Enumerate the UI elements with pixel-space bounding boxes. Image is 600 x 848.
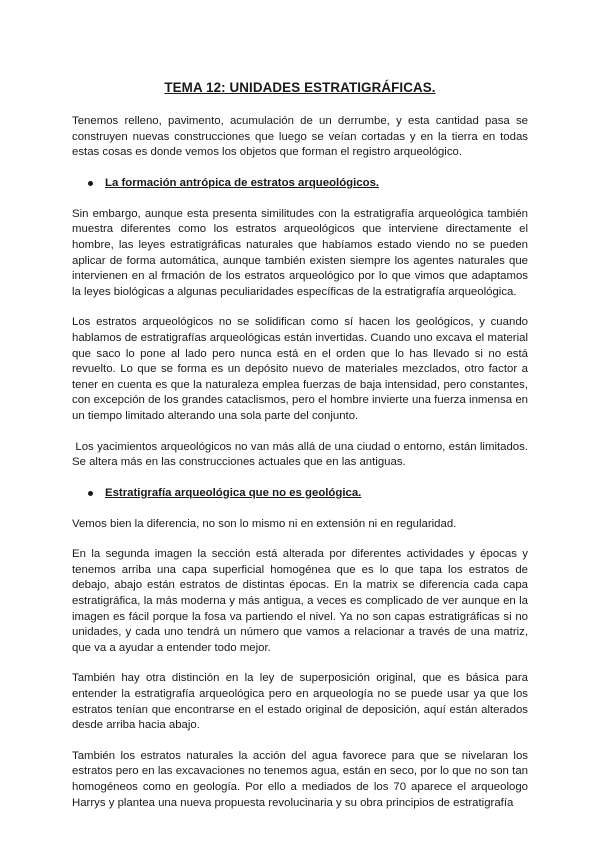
section-1-paragraph-3: Los yacimientos arqueológicos no van más allá de una ciudad o entorno, están limitados. Se altera más en las construcciones actuales que en las antiguas. [72,440,532,469]
bullet-icon [88,491,93,496]
section-2-paragraph-3: También hay otra distinción en la ley de superposición original, que es básica para entender la estratigrafía arqueológica pero en arqueología no se puede usar ya que los estratos tenían que encontrarse en el estado original de deposición, aquí están alterados desde arriba hacia abajo. [72,672,528,732]
section-2-paragraph-1: Vemos bien la diferencia, no son lo mismo ni en extensión ni en regularidad. [72,517,457,530]
section-1-heading-text: La formación antrópica de estratos arqueológicos. [105,176,380,189]
bullet-icon [88,181,93,186]
section-2-paragraph-4: También los estratos naturales la acción del agua favorece para que se nivelaran los estratos pero en las excavaciones no tenemos agua, están en seco, por lo que no son tan homogéneos como en geología. Por ello a mediados de los 70 aparece el arqueologo Harrys y plantea una nueva propuesta revolucinaria y su obra principios de estratigrafía [72,749,528,809]
section-2-paragraph-2: En la segunda imagen la sección está alterada por diferentes actividades y épocas y tenemos arriba una capa superficial homogénea que es lo que tapa los estratos de debajo, abajo están estratos de distintas épocas. En la matrix se diferencia cada capa estratigráfica, la más moderna y más antigua, a veces es complicado de ver aunque en la imagen es fácil porque la fosa va partiendo el nivel. Ya no son capas estratigráficas si no unidades, y cada uno tendrá un número que vamos a relacionar a través de una matriz, que va a ayudar a entender todo mejor. [72,548,528,654]
intro-paragraph: Tenemos relleno, pavimento, acumulación de un derrumbe, y esta cantidad pasa se construyen nuevas construcciones que luego se veían cortadas y en la tierra en todas estas cosas es donde vemos los objetos que forman el registro arqueológico. [72,115,528,159]
section-1-paragraph-2: Los estratos arqueológicos no se solidifican como sí hacen los geológicos, y cuando hablamos de estratigrafías arqueológicas están invertidas. Cuando uno excava el material que saco lo pone al lado pero nunca está en el orden que lo has llevado si no está revuelto. Lo que se forma es un depósito nuevo de materiales mezclados, otro factor a tener en cuenta es que la naturaleza emplea fuerzas de baja intensidad, pero constantes, con excepción de los grandes cataclismos, pero el hombre invierte una fuerza inmensa en un tiempo limitado alterando una sola parte del conjunto. [72,316,528,422]
section-1-paragraph-1: Sin embargo, aunque esta presenta similitudes con la estratigrafía arqueológica también muestra diferentes como los estratos arqueológicos que interviene directamente el hombre, las leyes estratigráficas naturales que habíamos estado viendo no se pueden aplicar de forma automática, aunque también existen siempre los agentes naturales que intervienen en al frmación de los estratos arqueológico por lo que vimos que adaptamos la leyes biológicas a algunas peculiaridades específicas de la estratigrafía arqueológica. [72,207,528,298]
section-2-heading [88,486,528,501]
section-2-heading-text: Estratigrafía arqueológica que no es geológica. [105,486,362,499]
section-1-heading [88,176,528,191]
document-title: TEMA 12: UNIDADES ESTRATIGRÁFICAS. [164,80,436,95]
